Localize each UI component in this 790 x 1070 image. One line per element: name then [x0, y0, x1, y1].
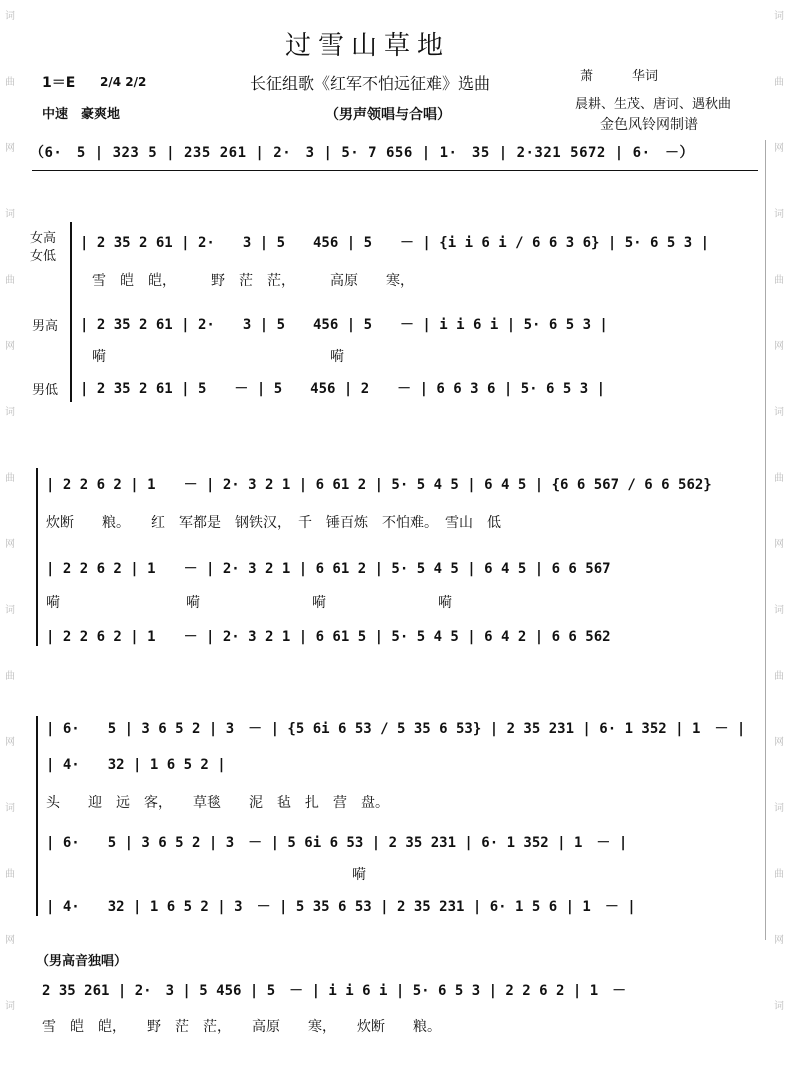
- part-label-bass: 男低: [32, 383, 59, 398]
- watermark-glyph: 网: [774, 539, 784, 550]
- s2-row1-notes: | 2 2 6 2 | 1 － | 2· 3 2 1 | 6 61 2 | 5· 5 4 5 | 6 4 5 | {6 6 567 / 6 6 562}: [46, 477, 712, 493]
- watermark-glyph: 网: [5, 539, 15, 550]
- watermark-glyph: 词: [5, 1001, 15, 1012]
- s1-row2-lyrics: 嗬 嗬: [92, 349, 344, 365]
- watermark-glyph: 词: [774, 209, 784, 220]
- watermark-glyph: 网: [5, 341, 15, 352]
- watermark-glyph: 网: [774, 143, 784, 154]
- composer-credit: 晨耕、生茂、唐诃、遇秋曲: [575, 97, 732, 112]
- intro-line: （6· 5 | 323 5 | 235 261 | 2· 3 | 5· 7 656 | 1· 35 | 2·321 5672 | 6· －）: [30, 145, 695, 161]
- subtitle: 长征组歌《红军不怕远征难》选曲: [250, 74, 491, 93]
- intro-rule: [32, 170, 758, 171]
- watermark-glyph: 词: [774, 11, 784, 22]
- part-label-tenor: 男高: [32, 319, 59, 334]
- watermark-glyph: 词: [774, 1001, 784, 1012]
- watermark-glyph: 曲: [5, 473, 15, 484]
- s3-row3-notes: | 4· 32 | 1 6 5 2 | 3 － | 5 35 6 53 | 2 35 231 | 6· 1 5 6 | 1 － |: [46, 899, 636, 915]
- engraver-credit: 金色风铃网制谱: [600, 117, 698, 133]
- s2-row3-notes: | 2 2 6 2 | 1 － | 2· 3 2 1 | 6 61 5 | 5· 5 4 5 | 6 4 2 | 6 6 562: [46, 629, 611, 645]
- performance-note: （男声领唱与合唱）: [325, 107, 451, 123]
- time-signature: 2/4 2/2: [100, 75, 147, 89]
- watermark-glyph: 曲: [774, 671, 784, 682]
- key-signature: 1＝E: [42, 75, 76, 91]
- watermark-glyph: 网: [5, 935, 15, 946]
- s1-row2-notes: | 2 35 2 61 | 2· 3 | 5 456 | 5 － | i i 6 i | 5· 6 5 3 |: [80, 317, 608, 333]
- s3-row2-lyrics: 嗬: [352, 867, 366, 883]
- s4-lyrics: 雪 皑 皑， 野 茫 茫， 高原 寒， 炊断 粮。: [42, 1019, 441, 1035]
- right-page-rule: [765, 140, 766, 940]
- tempo-marking: 中速 豪爽地: [42, 107, 121, 122]
- s2-row1-lyrics: 炊断 粮。 红 军都是 钢铁汉， 千 锤百炼 不怕难。 雪山 低: [46, 515, 501, 531]
- s2-row2-lyrics: 嗬 嗬 嗬 嗬: [46, 595, 452, 611]
- watermark-glyph: 词: [774, 407, 784, 418]
- s3-row1-notes: | 6· 5 | 3 6 5 2 | 3 － | {5 6i 6 53 / 5 35 6 53} | 2 35 231 | 6· 1 352 | 1 － |: [46, 721, 746, 737]
- watermark-glyph: 网: [5, 143, 15, 154]
- watermark-glyph: 曲: [774, 869, 784, 880]
- watermark-glyph: 词: [5, 605, 15, 616]
- s3-row2-notes: | 6· 5 | 3 6 5 2 | 3 － | 5 6i 6 53 | 2 35 231 | 6· 1 352 | 1 － |: [46, 835, 628, 851]
- s1-row3-notes: | 2 35 2 61 | 5 － | 5 456 | 2 － | 6 6 3 6 | 5· 6 5 3 |: [80, 381, 606, 397]
- system-1-brace: [70, 222, 72, 402]
- watermark-glyph: 曲: [5, 671, 15, 682]
- watermark-glyph: 曲: [5, 869, 15, 880]
- watermark-glyph: 词: [774, 803, 784, 814]
- s1-row1-lyrics: 雪 皑 皑， 野 茫 茫， 高原 寒，: [92, 273, 414, 289]
- watermark-glyph: 网: [774, 737, 784, 748]
- watermark-glyph: 词: [5, 209, 15, 220]
- s3-row1-lyrics: 头 迎 远 客， 草毯 泥 毡 扎 营 盘。: [46, 795, 389, 811]
- watermark-glyph: 曲: [774, 473, 784, 484]
- watermark-glyph: 词: [5, 407, 15, 418]
- s4-notes: 2 35 261 | 2· 3 | 5 456 | 5 － | i i 6 i | 5· 6 5 3 | 2 2 6 2 | 1 －: [42, 983, 627, 999]
- solo-label: （男高音独唱）: [36, 954, 128, 969]
- watermark-glyph: 曲: [774, 275, 784, 286]
- watermark-glyph: 词: [5, 803, 15, 814]
- s3-row1b-notes: | 4· 32 | 1 6 5 2 |: [46, 757, 226, 773]
- system-2-brace: [36, 468, 38, 646]
- system-3-brace: [36, 716, 38, 916]
- part-label-soprano-alto: 女高 女低: [30, 231, 57, 264]
- s1-row1-notes: | 2 35 2 61 | 2· 3 | 5 456 | 5 － | {i i 6 i / 6 6 3 6} | 5· 6 5 3 |: [80, 235, 710, 251]
- watermark-glyph: 曲: [5, 275, 15, 286]
- watermark-glyph: 网: [774, 935, 784, 946]
- watermark-glyph: 曲: [5, 77, 15, 88]
- lyricist-credit: 萧 华词: [580, 69, 659, 84]
- s2-row2-notes: | 2 2 6 2 | 1 － | 2· 3 2 1 | 6 61 2 | 5· 5 4 5 | 6 4 5 | 6 6 567: [46, 561, 611, 577]
- watermark-glyph: 曲: [774, 77, 784, 88]
- watermark-glyph: 网: [5, 737, 15, 748]
- watermark-glyph: 网: [774, 341, 784, 352]
- watermark-glyph: 词: [774, 605, 784, 616]
- song-title: 过雪山草地: [285, 31, 451, 61]
- watermark-glyph: 词: [5, 11, 15, 22]
